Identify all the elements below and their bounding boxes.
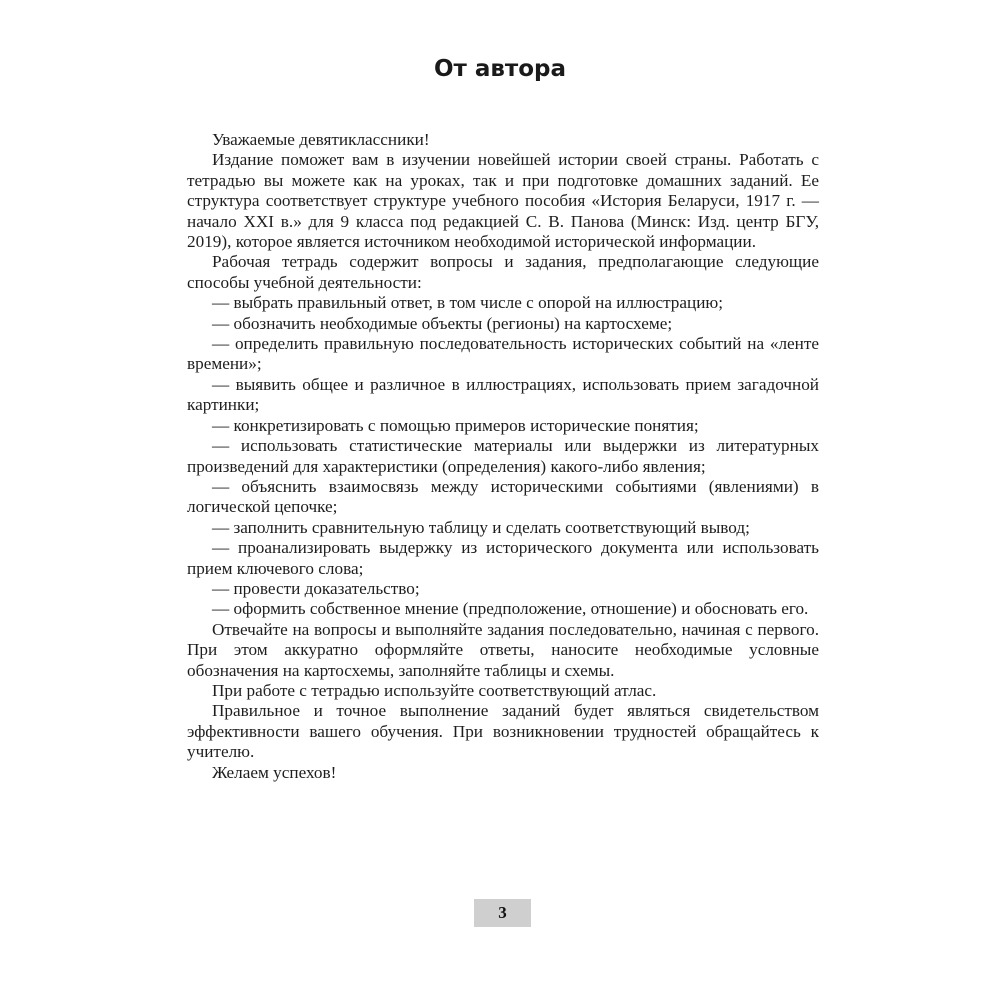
list-item: — объяснить взаимосвязь между историческими событиями (явлениями) в логической цепочке;	[187, 476, 819, 517]
list-item: — выявить общее и различное в иллюстрациях, использовать прием загадочной картинки;	[187, 374, 819, 415]
list-item: — определить правильную последовательность исторических событий на «ленте времени»;	[187, 334, 819, 374]
list-item: — использовать статистические материалы или выдержки из литературных произведений для характеристики (определения) какого-либо явления;	[187, 436, 819, 476]
list-item: — заполнить сравнительную таблицу и сделать соответствующий вывод;	[212, 517, 750, 537]
paragraph-greeting: Уважаемые девятиклассники!	[212, 130, 430, 149]
list-item: — обозначить необходимые объекты (регионы) на картосхеме;	[212, 313, 673, 333]
page-title: От автора	[433, 56, 567, 82]
list-item: — оформить собственное мнение (предположение, отношение) и обосновать его.	[212, 599, 809, 619]
paragraph-effectiveness: Правильное и точное выполнение заданий будет являться свидетельством эффективности вашего обучения. При возникновении трудностей обращайтесь к учителю.	[187, 701, 819, 762]
list-item: — провести доказательство;	[212, 578, 420, 598]
paragraph-activities-intro: Рабочая тетрадь содержит вопросы и задания, предполагающие следующие способы учебной деятельности:	[187, 252, 819, 292]
paragraph-closing: Желаем успехов!	[212, 762, 337, 782]
page-number: 3	[474, 899, 531, 927]
paragraph-atlas: При работе с тетрадью используйте соответствующий атлас.	[212, 680, 657, 700]
list-item: — конкретизировать с помощью примеров исторические понятия;	[212, 415, 699, 435]
body-text	[187, 130, 819, 783]
list-item: — выбрать правильный ответ, в том числе с опорой на иллюстрацию;	[212, 293, 724, 313]
paragraph-instructions: Отвечайте на вопросы и выполняйте задания последовательно, начиная с первого. При этом аккуратно оформляйте ответы, наносите необходимые условные обозначения на картосхемы, заполняйте таблицы и схемы.	[187, 619, 819, 680]
list-item: — проанализировать выдержку из исторического документа или использовать прием ключевого слова;	[187, 538, 819, 578]
paragraph-intro: Издание поможет вам в изучении новейшей истории своей страны. Работать с тетрадью вы можете как на уроках, так и при подготовке домашних заданий. Ее структура соответствует структуре учебного пособия «История Беларуси, 1917 г. — начало XXI в.» для 9 класса под редакцией С. В. Панова (Минск: Изд. центр БГУ, 2019), которое является источником необходимой исторической информации.	[187, 150, 819, 252]
